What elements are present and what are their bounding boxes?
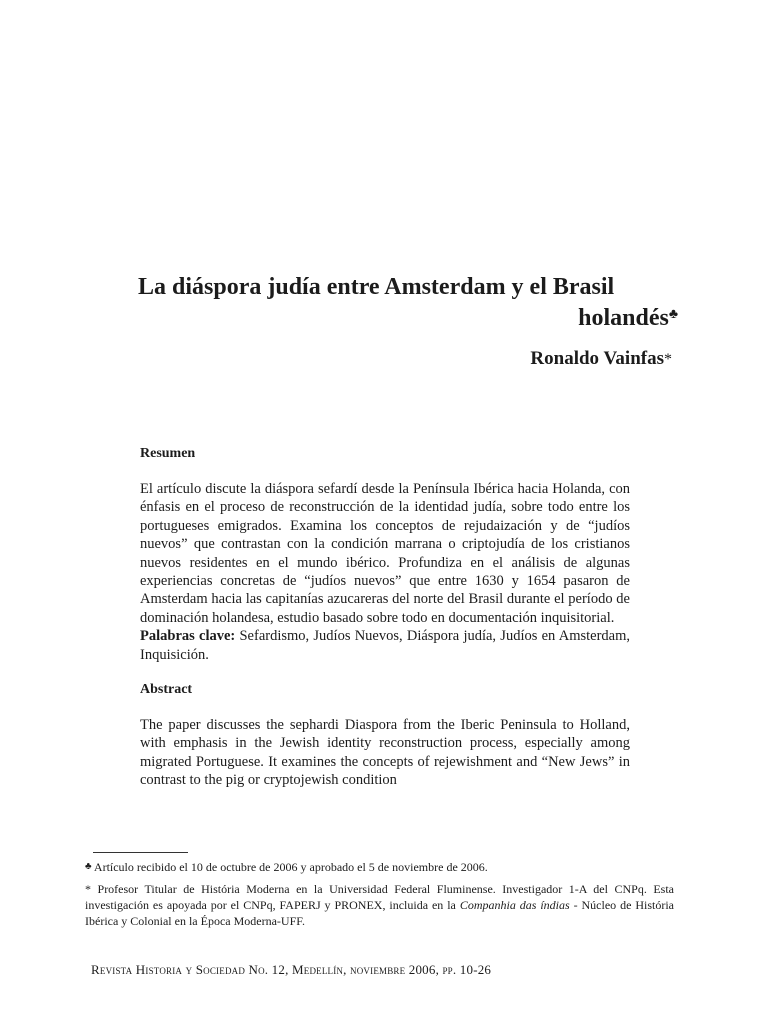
footnote-2-text-b: - Núcleo de História Ibérica y Colonial en la Época Moderna-UFF. [85, 898, 674, 928]
footnote-2-italic: Companhia das índias [459, 898, 570, 912]
abstract-heading: Abstract [140, 682, 193, 698]
footnote-2-text-a: * Profesor Titular de História Moderna en la Universidad Federal Fluminense. Investigador 1-A del CNPq. Esta investigación es apoyada por el CNPq, FAPERJ y PRONEX, incluida en la [85, 882, 674, 912]
resumen-heading: Resumen [140, 446, 196, 461]
resumen-paragraph: El artículo discute la diáspora sefardí desde la Península Ibérica hacia Holanda, con énfasis en el proceso de reconstrucción de la identidad judía, sobre todo entre los portugueses emigrados. Examina los conceptos de rejudaización y de “judíos nuevos” que contrastan con la condición marrana o criptojudía de los cristianos nuevos residentes en el mundo ibérico. Profundiza en el análisis de algunas experiencias concretas de “judíos nuevos” que entre 1630 y 1654 pasaron de Amsterdam hacia las capitanías azucareras del norte del Brasil durante el período de dominación holandesa, estudio basado sobre todo en documentación inquisitorial. [140, 481, 630, 626]
title-line-1: La diáspora judía entre Amsterdam y el Brasil [138, 274, 615, 300]
title-line-2-text: holandés [578, 305, 669, 331]
running-footer: Revista Historia y Sociedad No. 12, Medellín, noviembre 2006, pp. 10-26 [91, 962, 492, 977]
title-line-2 [138, 303, 678, 334]
footnote-1-text: Artículo recibido el 10 de octubre de 2006 y aprobado el 5 de noviembre de 2006. [91, 860, 488, 874]
keywords-paragraph [140, 627, 630, 664]
author-footnote-mark: * [664, 351, 672, 368]
keywords-text: Sefardismo, Judíos Nuevos, Diáspora judía, Judíos en Amsterdam, Inquisición. [140, 628, 630, 663]
author-name [138, 348, 678, 370]
footnote-1-mark: ♣ [85, 861, 92, 872]
keywords-label: Palabras clave: [140, 628, 236, 645]
article-title [138, 272, 678, 334]
footnote-2 [85, 881, 674, 929]
author-name-text: Ronaldo Vainfas [530, 348, 664, 369]
footnotes [85, 859, 674, 929]
article-body [140, 446, 630, 790]
abstract-paragraph: The paper discusses the sephardi Diaspora from the Iberic Peninsula to Holland, with emphasis in the Jewish identity reconstruction process, especially among migrated Portuguese. It examines the concepts of rejewishment and “New Jews” in contrast to the pig or cryptojewish condition [140, 717, 630, 789]
footnote-1 [85, 859, 674, 875]
footnote-divider [93, 852, 188, 853]
title-block [138, 272, 678, 370]
club-footnote-mark: ♣ [668, 307, 678, 322]
